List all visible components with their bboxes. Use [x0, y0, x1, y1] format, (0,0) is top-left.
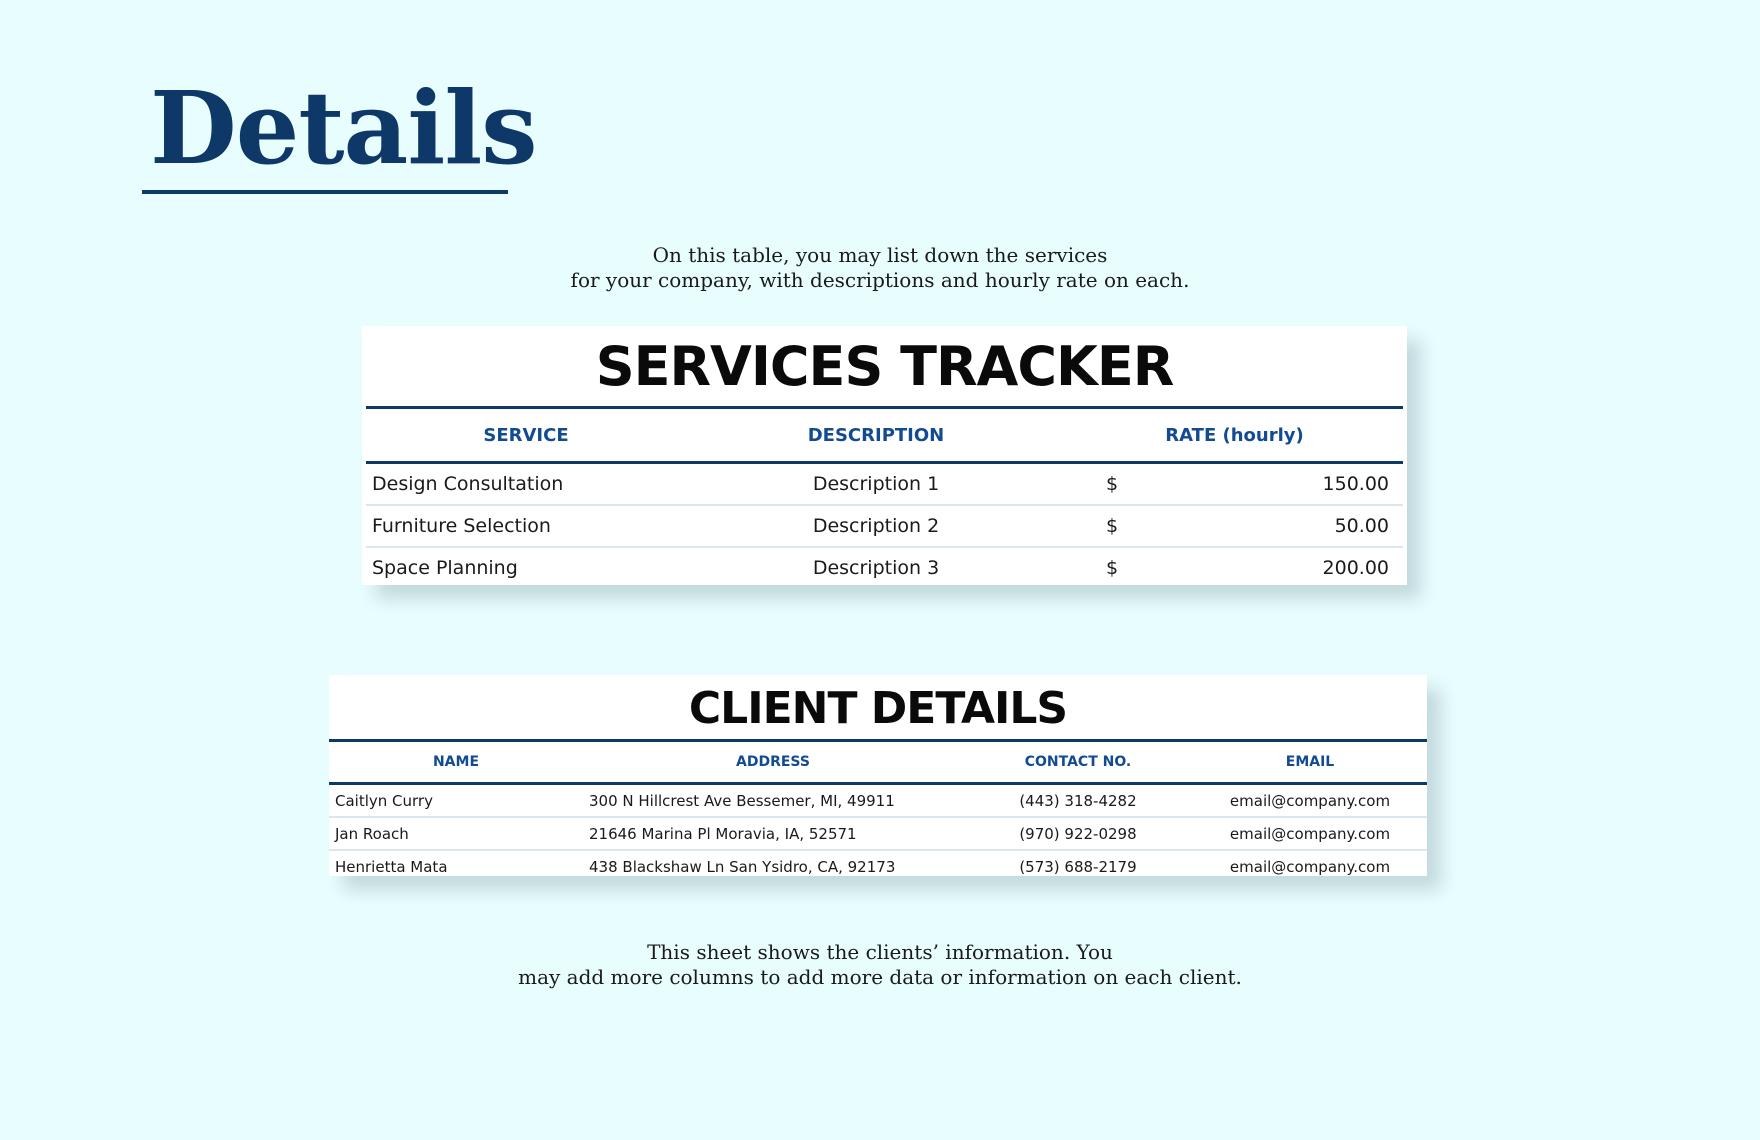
clients-note-line-1: This sheet shows the clients’ information. You: [647, 940, 1113, 964]
table-row[interactable]: [329, 850, 1427, 882]
currency-symbol-cell[interactable]: $: [1066, 505, 1166, 547]
currency-symbol-cell[interactable]: $: [1066, 463, 1166, 506]
currency-symbol-cell[interactable]: $: [1106, 557, 1119, 579]
client-details-title: CLIENT DETAILS: [688, 683, 1068, 734]
service-description-cell[interactable]: Description 1: [686, 463, 1066, 506]
client-name-cell[interactable]: Henrietta Mata: [335, 857, 448, 876]
rate-value-cell[interactable]: 50.00: [1166, 505, 1403, 547]
clients-header-row: [329, 741, 1427, 784]
services-note-line-1: On this table, you may list down the services: [652, 243, 1108, 267]
title-underline: [142, 190, 508, 194]
client-details-card: [329, 675, 1427, 876]
clients-note: [0, 940, 1760, 990]
name-column-header[interactable]: NAME: [329, 741, 583, 784]
table-row[interactable]: [366, 463, 1403, 506]
service-name-cell[interactable]: Space Planning: [372, 557, 518, 579]
service-description-cell[interactable]: Description 2: [686, 505, 1066, 547]
services-header-row: [366, 408, 1403, 463]
client-contact-cell[interactable]: (970) 922-0298: [963, 817, 1193, 850]
client-email-cell[interactable]: email@company.com: [1229, 857, 1391, 876]
client-contact-cell[interactable]: (443) 318-4282: [963, 784, 1193, 818]
page-title: Details: [150, 69, 537, 187]
table-row[interactable]: [329, 784, 1427, 818]
rate-column-header[interactable]: RATE (hourly): [1066, 408, 1403, 463]
clients-table: [329, 739, 1427, 882]
clients-note-line-2: may add more columns to add more data or information on each client.: [518, 965, 1242, 989]
table-row[interactable]: [366, 547, 1403, 588]
address-column-header[interactable]: ADDRESS: [583, 741, 963, 784]
contact-column-header[interactable]: CONTACT NO.: [963, 741, 1193, 784]
table-row[interactable]: [366, 505, 1403, 547]
rate-value-cell[interactable]: 150.00: [1166, 463, 1403, 506]
service-name-cell[interactable]: Furniture Selection: [366, 505, 686, 547]
client-name-cell[interactable]: Jan Roach: [329, 817, 583, 850]
service-name-cell[interactable]: Design Consultation: [366, 463, 686, 506]
service-column-header[interactable]: SERVICE: [366, 408, 686, 463]
services-note-line-2: for your company, with descriptions and hourly rate on each.: [570, 268, 1190, 292]
client-address-cell[interactable]: 21646 Marina Pl Moravia, IA, 52571: [583, 817, 963, 850]
table-row[interactable]: [329, 817, 1427, 850]
services-note: [0, 243, 1760, 293]
client-contact-cell[interactable]: (573) 688-2179: [1019, 857, 1137, 876]
services-table: [366, 406, 1403, 588]
services-tracker-title: SERVICES TRACKER: [595, 335, 1174, 398]
service-description-cell[interactable]: Description 3: [812, 557, 940, 579]
client-email-cell[interactable]: email@company.com: [1193, 784, 1427, 818]
client-address-cell[interactable]: 300 N Hillcrest Ave Bessemer, MI, 49911: [583, 784, 963, 818]
client-name-cell[interactable]: Caitlyn Curry: [329, 784, 583, 818]
description-column-header[interactable]: DESCRIPTION: [686, 408, 1066, 463]
email-column-header[interactable]: EMAIL: [1193, 741, 1427, 784]
rate-value-cell[interactable]: 200.00: [1322, 557, 1389, 579]
services-tracker-card: [362, 326, 1407, 585]
client-address-cell[interactable]: 438 Blackshaw Ln San Ysidro, CA, 92173: [589, 857, 896, 876]
client-email-cell[interactable]: email@company.com: [1193, 817, 1427, 850]
